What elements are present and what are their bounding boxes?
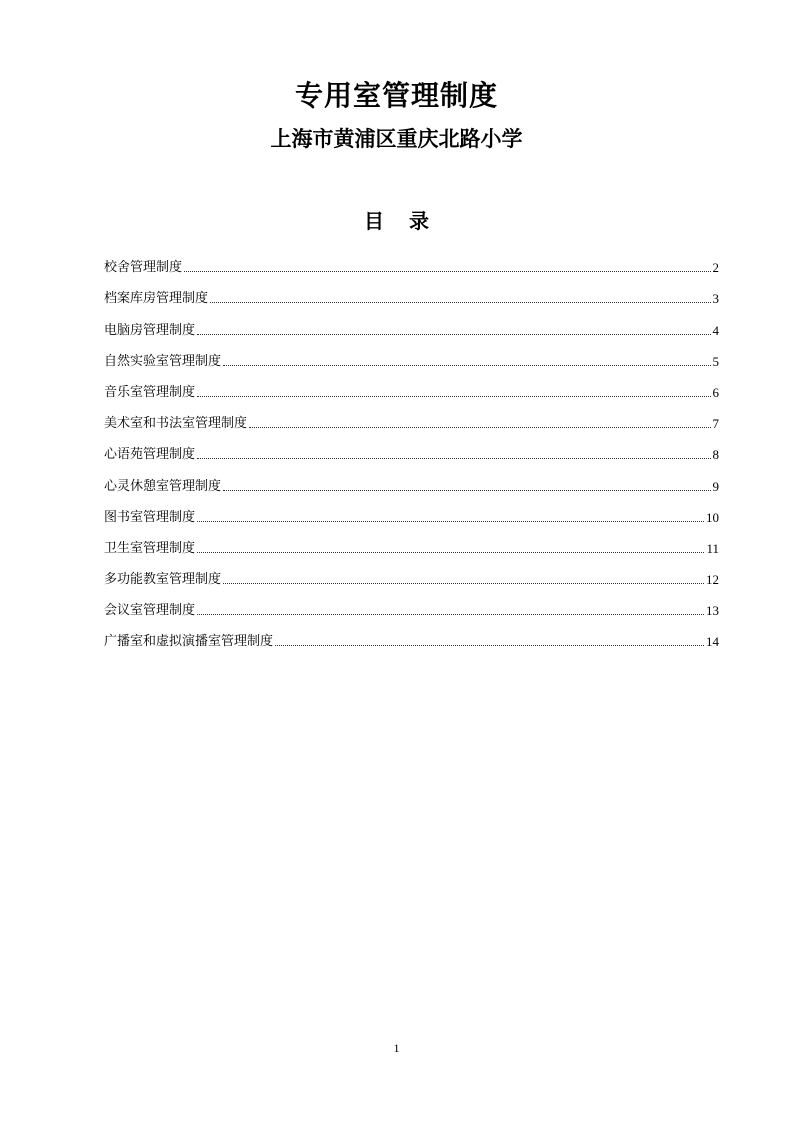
toc-entry[interactable] xyxy=(104,590,719,621)
toc-dot-leader xyxy=(197,333,710,335)
toc-entry-label: 心语苑管理制度 xyxy=(104,447,196,463)
toc-entry-page: 8 xyxy=(712,447,719,463)
toc-dot-leader xyxy=(197,395,710,397)
toc-entry-page: 10 xyxy=(706,509,719,525)
toc-dot-leader xyxy=(223,489,710,491)
toc-entry-label: 自然实验室管理制度 xyxy=(104,353,222,369)
toc-entry-label: 档案库房管理制度 xyxy=(104,291,209,307)
toc-entry[interactable] xyxy=(104,528,719,559)
document-title: 专用室管理制度 xyxy=(294,79,498,112)
toc-entry-label: 校舍管理制度 xyxy=(104,260,183,276)
toc-entry[interactable] xyxy=(104,621,719,652)
toc-dot-leader xyxy=(275,644,704,646)
toc-entry[interactable] xyxy=(104,403,719,434)
toc-entry[interactable] xyxy=(104,372,719,403)
toc-entry-label: 电脑房管理制度 xyxy=(104,322,196,338)
toc-dot-leader xyxy=(197,551,704,553)
toc-entry-page: 9 xyxy=(712,478,719,494)
toc-dot-leader xyxy=(223,582,704,584)
toc-entry-page: 2 xyxy=(712,260,719,276)
toc-dot-leader xyxy=(184,270,710,272)
toc-entry-page: 4 xyxy=(712,322,719,338)
toc-heading: 目 录 xyxy=(364,209,429,233)
toc-entry-label: 多功能教室管理制度 xyxy=(104,572,222,588)
toc-entry-label: 美术室和书法室管理制度 xyxy=(104,416,248,432)
toc-entry-page: 14 xyxy=(706,634,719,650)
toc-dot-leader xyxy=(197,613,704,615)
toc-entry-page: 7 xyxy=(712,416,719,432)
toc-entry[interactable] xyxy=(104,497,719,528)
table-of-contents xyxy=(104,247,719,652)
toc-entry[interactable] xyxy=(104,465,719,496)
toc-entry-label: 图书室管理制度 xyxy=(104,509,196,525)
toc-dot-leader xyxy=(197,520,704,522)
toc-entry[interactable] xyxy=(104,341,719,372)
page-number: 1 xyxy=(393,1041,400,1055)
toc-entry-label: 音乐室管理制度 xyxy=(104,384,196,400)
toc-entry-page: 12 xyxy=(706,572,719,588)
toc-entry-page: 11 xyxy=(706,540,719,556)
toc-dot-leader xyxy=(223,364,710,366)
toc-dot-leader xyxy=(210,301,710,303)
document-subtitle: 上海市黄浦区重庆北路小学 xyxy=(270,127,523,151)
toc-entry-page: 6 xyxy=(712,384,719,400)
toc-entry[interactable] xyxy=(104,278,719,309)
toc-entry-page: 13 xyxy=(706,603,719,619)
toc-entry-page: 5 xyxy=(712,353,719,369)
toc-entry[interactable] xyxy=(104,434,719,465)
toc-entry-label: 广播室和虚拟演播室管理制度 xyxy=(104,634,274,650)
toc-dot-leader xyxy=(249,426,710,428)
toc-entry[interactable] xyxy=(104,309,719,340)
toc-entry-label: 卫生室管理制度 xyxy=(104,540,196,556)
toc-entry-page: 3 xyxy=(712,291,719,307)
toc-entry-label: 心灵休憩室管理制度 xyxy=(104,478,222,494)
toc-entry-label: 会议室管理制度 xyxy=(104,603,196,619)
toc-entry[interactable] xyxy=(104,247,719,278)
toc-entry[interactable] xyxy=(104,559,719,590)
toc-dot-leader xyxy=(197,457,710,459)
